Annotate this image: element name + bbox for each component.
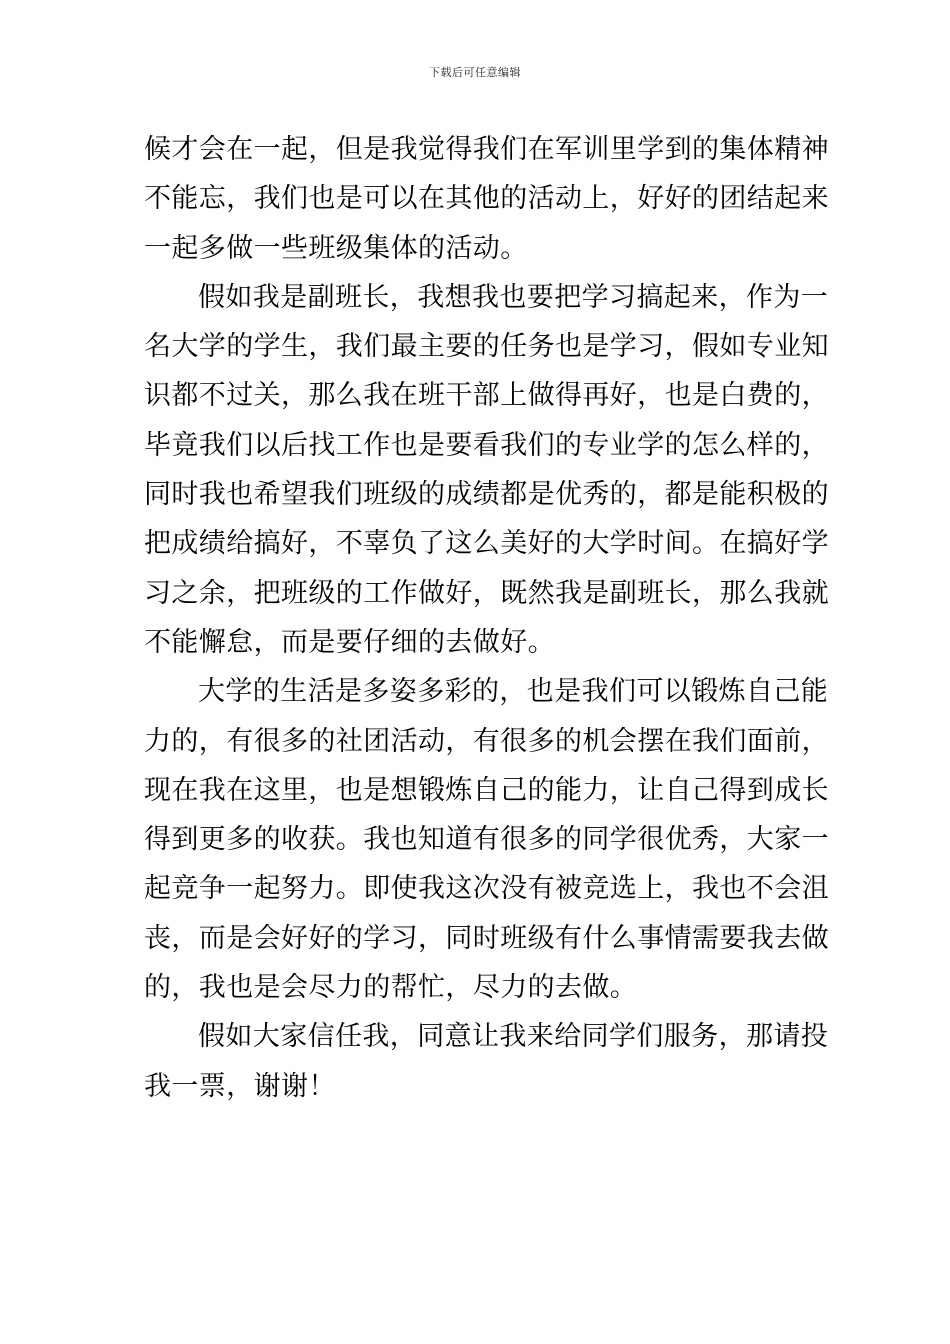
paragraph-3-line-4: 得到更多的收获。我也知道有很多的同学很优秀，大家一 (144, 824, 829, 856)
paragraph-2-line-5: 同时我也希望我们班级的成绩都是优秀的，都是能积极的 (144, 479, 829, 511)
paragraph-1-line-1: 候才会在一起，但是我觉得我们在军训里学到的集体精神 (144, 134, 829, 165)
paragraph-3-line-2: 力的，有很多的社团活动，有很多的机会摆在我们面前， (144, 725, 829, 757)
paragraph-2-line-2: 名大学的学生，我们最主要的任务也是学习，假如专业知 (144, 331, 829, 363)
paragraph-1-line-3: 一起多做一些班级集体的活动。 (144, 232, 528, 264)
paragraph-3-line-5: 起竞争一起努力。即使我这次没有被竞选上，我也不会沮 (144, 873, 829, 905)
paragraph-2-line-6: 把成绩给搞好，不辜负了这么美好的大学时间。在搞好学 (144, 528, 829, 560)
paragraph-1-line-2: 不能忘，我们也是可以在其他的活动上，好好的团结起来 (144, 183, 829, 215)
paragraph-2-line-8: 不能懈怠，而是要仔细的去做好。 (144, 626, 555, 658)
paragraph-3-line-1: 大学的生活是多姿多彩的，也是我们可以锻炼自己能 (198, 676, 829, 708)
paragraph-2-line-3: 识都不过关，那么我在班干部上做得再好，也是白费的， (144, 380, 829, 412)
paragraph-3-line-6: 丧，而是会好好的学习，同时班级有什么事情需要我去做 (144, 922, 829, 954)
paragraph-3-line-3: 现在我在这里，也是想锻炼自己的能力，让自己得到成长 (144, 774, 829, 806)
paragraph-4-line-2: 我一票，谢谢！ (144, 1070, 336, 1102)
paragraph-2-line-7: 习之余，把班级的工作做好，既然我是副班长，那么我就 (144, 577, 829, 609)
page-header-watermark: 下载后可任意编辑 (429, 66, 521, 79)
paragraph-4-line-1: 假如大家信任我，同意让我来给同学们服务，那请投 (198, 1021, 829, 1053)
paragraph-3-line-7: 的，我也是会尽力的帮忙，尽力的去做。 (144, 972, 638, 1004)
paragraph-2-line-1: 假如我是副班长，我想我也要把学习搞起来，作为一 (198, 281, 829, 313)
paragraph-2-line-4: 毕竟我们以后找工作也是要看我们的专业学的怎么样的， (144, 429, 829, 461)
document-body (144, 125, 829, 1111)
